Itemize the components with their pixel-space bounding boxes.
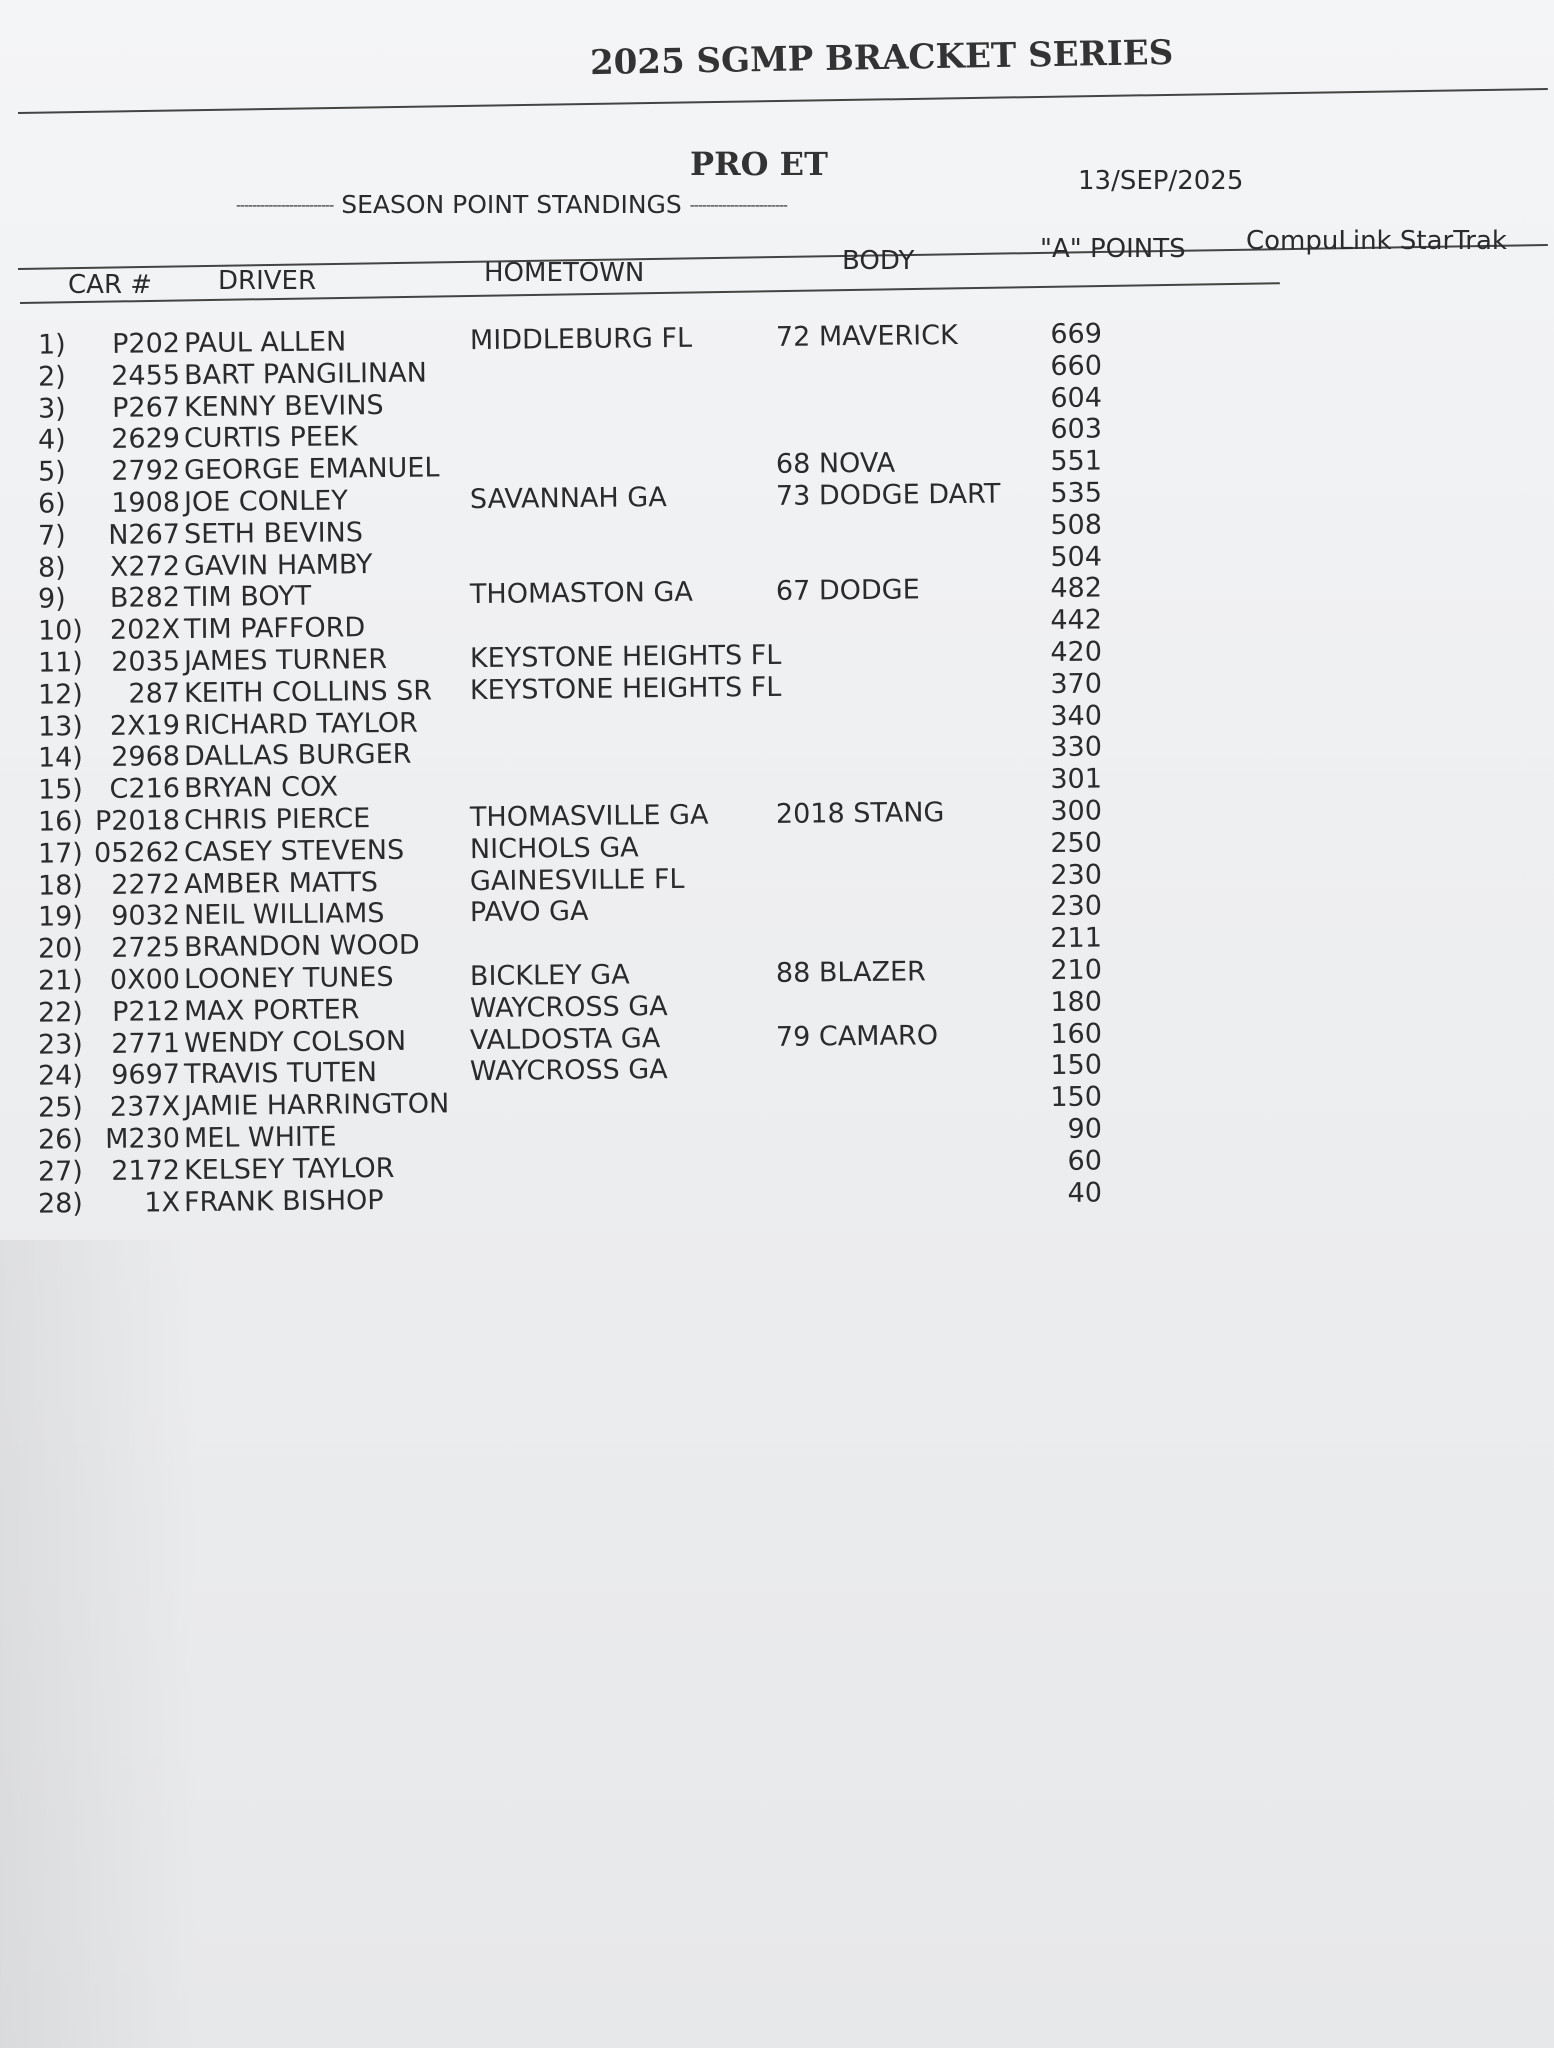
standings-dash-right: ------------------------ [689,198,787,214]
row-body: 88 BLAZER [775,956,927,989]
row-driver: GEORGE EMANUEL [183,452,440,487]
row-driver: AMBER MATTS [183,866,379,900]
row-hometown: THOMASVILLE GA [469,799,709,834]
row-driver: BART PANGILINAN [183,357,427,391]
row-car-number: 9697 [111,1059,181,1092]
row-car-number: 0X00 [109,964,181,996]
row-driver: JAMIE HARRINGTON [183,1088,450,1123]
row-driver: MAX PORTER [183,994,360,1027]
row-car-number: X272 [109,550,181,583]
row-driver: TRAVIS TUTEN [183,1057,378,1091]
row-car-number: 2771 [111,1027,181,1060]
paper-shadow [0,1240,200,2048]
row-car-number: N267 [108,518,181,551]
row-rank: 19) [37,901,84,933]
row-points: 420 [1050,636,1103,668]
row-car-number: 05262 [93,836,181,869]
row-points: 40 [1067,1177,1103,1209]
row-driver: PAUL ALLEN [183,326,347,360]
row-driver: KELSEY TAYLOR [183,1152,395,1186]
document-title: 2025 SGMP BRACKET SERIES [589,32,1174,84]
row-body: 67 DODGE [775,574,920,608]
row-driver: JOE CONLEY [183,485,348,519]
col-header-software: CompuLink StarTrak [1246,226,1507,256]
row-hometown: SAVANNAH GA [469,482,667,516]
row-rank: 12) [37,678,84,711]
row-hometown: GAINESVILLE FL [469,863,685,897]
row-points: 604 [1050,382,1103,414]
class-title: PRO ET [690,145,828,183]
row-rank: 23) [37,1028,84,1061]
top-rule [18,88,1548,114]
row-car-number: 1X [144,1186,181,1219]
row-driver: TIM PAFFORD [183,612,366,646]
row-rank: 2) [37,361,66,393]
row-car-number: 2792 [111,455,181,488]
row-hometown: WAYCROSS GA [469,1054,668,1088]
row-car-number: 202X [109,614,181,647]
row-body: 79 CAMARO [775,1019,939,1053]
row-car-number: 2455 [111,359,181,392]
row-car-number: 2172 [111,1154,181,1187]
row-car-number: 2035 [111,646,181,678]
row-car-number: 237X [109,1091,181,1124]
row-car-number: 2629 [111,423,181,456]
standings-dash-left: ------------------------ [236,198,334,214]
row-points: 301 [1050,763,1103,796]
row-points: 603 [1050,413,1103,446]
row-hometown: PAVO GA [469,896,589,929]
col-header-body: BODY [842,246,915,276]
standings-label: SEASON POINT STANDINGS [341,190,682,219]
row-driver: JAMES TURNER [183,643,388,678]
row-points: 150 [1050,1081,1103,1114]
row-points: 330 [1050,731,1103,764]
row-points: 250 [1050,827,1103,859]
row-points: 230 [1050,890,1103,923]
row-rank: 8) [37,551,66,584]
row-points: 551 [1050,445,1103,478]
row-rank: 27) [37,1155,84,1188]
row-rank: 24) [37,1060,84,1092]
row-driver: MEL WHITE [183,1121,337,1155]
row-driver: BRYAN COX [183,771,339,805]
row-rank: 1) [37,329,66,361]
row-rank: 13) [37,710,84,743]
row-body: 72 MAVERICK [775,319,958,353]
row-car-number: P212 [111,995,181,1028]
row-points: 230 [1050,859,1103,891]
row-body: 2018 STANG [775,797,945,830]
row-rank: 9) [37,583,66,615]
row-points: 180 [1050,986,1103,1018]
row-body: 68 NOVA [775,447,896,481]
row-driver: SETH BEVINS [183,516,364,550]
row-points: 60 [1067,1145,1103,1177]
row-points: 340 [1050,700,1103,732]
row-rank: 15) [37,774,84,806]
row-rank: 21) [37,965,84,997]
row-hometown: KEYSTONE HEIGHTS FL [469,639,782,675]
row-points: 442 [1050,604,1103,637]
row-car-number: 2X19 [109,709,181,742]
row-car-number: C216 [109,773,181,806]
row-driver: DALLAS BURGER [183,739,412,773]
row-points: 504 [1050,541,1103,573]
row-rank: 11) [37,647,84,679]
row-car-number: 287 [128,677,181,710]
row-hometown: VALDOSTA GA [469,1022,661,1056]
col-header-hometown: HOMETOWN [484,258,645,288]
row-points: 210 [1050,954,1103,986]
row-rank: 5) [37,456,66,488]
row-driver: CURTIS PEEK [183,421,358,455]
row-rank: 28) [37,1187,84,1220]
row-rank: 17) [37,837,84,870]
col-header-car: CAR # [68,270,153,300]
row-car-number: 2725 [111,932,181,965]
row-car-number: P267 [111,391,181,424]
standings-line [236,190,787,219]
row-hometown: KEYSTONE HEIGHTS FL [469,671,782,706]
row-driver: BRANDON WOOD [183,929,420,964]
row-hometown: MIDDLEBURG FL [469,322,693,357]
row-hometown: BICKLEY GA [469,959,630,993]
row-car-number: 1908 [111,487,181,519]
row-driver: KENNY BEVINS [183,389,384,423]
row-rank: 14) [37,742,84,774]
row-driver: FRANK BISHOP [183,1184,384,1218]
row-points: 535 [1050,477,1103,509]
row-points: 482 [1050,572,1103,605]
row-rank: 18) [37,869,84,902]
row-rank: 3) [37,392,66,425]
row-points: 90 [1067,1113,1103,1145]
row-car-number: 2968 [111,741,181,774]
row-points: 370 [1050,668,1103,700]
row-rank: 10) [37,615,84,647]
row-car-number: 2272 [111,868,181,901]
row-car-number: M230 [104,1123,181,1155]
row-hometown: THOMASTON GA [469,577,693,611]
row-car-number: P202 [111,328,181,360]
header-bottom-rule [20,282,1280,304]
row-points: 508 [1050,509,1103,541]
row-rank: 22) [37,996,84,1029]
row-points: 150 [1050,1049,1103,1082]
row-rank: 6) [37,488,66,520]
row-driver: RICHARD TAYLOR [183,707,418,741]
row-rank: 25) [37,1092,84,1124]
row-points: 160 [1050,1018,1103,1050]
row-driver: LOONEY TUNES [183,961,394,996]
col-header-points: "A" POINTS [1040,234,1186,264]
row-rank: 16) [37,806,84,838]
col-header-driver: DRIVER [218,266,317,296]
row-points: 300 [1050,795,1103,827]
row-rank: 20) [37,933,84,965]
row-driver: TIM BOYT [183,581,312,614]
row-points: 660 [1050,350,1103,382]
row-driver: NEIL WILLIAMS [183,898,385,932]
row-rank: 4) [37,424,66,456]
row-driver: KEITH COLLINS SR [183,675,433,709]
row-points: 669 [1050,318,1103,350]
row-hometown: WAYCROSS GA [469,990,668,1024]
row-driver: GAVIN HAMBY [183,548,373,582]
row-rank: 26) [37,1124,84,1156]
row-car-number: P2018 [94,805,181,838]
row-driver: WENDY COLSON [183,1025,407,1059]
row-body: 73 DODGE DART [775,478,1001,512]
row-car-number: B282 [109,582,181,615]
row-rank: 7) [37,520,66,552]
row-points: 211 [1050,922,1103,955]
row-car-number: 9032 [111,900,181,933]
report-date: 13/SEP/2025 [1078,166,1244,196]
row-hometown: NICHOLS GA [469,832,639,865]
row-driver: CHRIS PIERCE [183,803,371,837]
row-driver: CASEY STEVENS [183,834,405,868]
